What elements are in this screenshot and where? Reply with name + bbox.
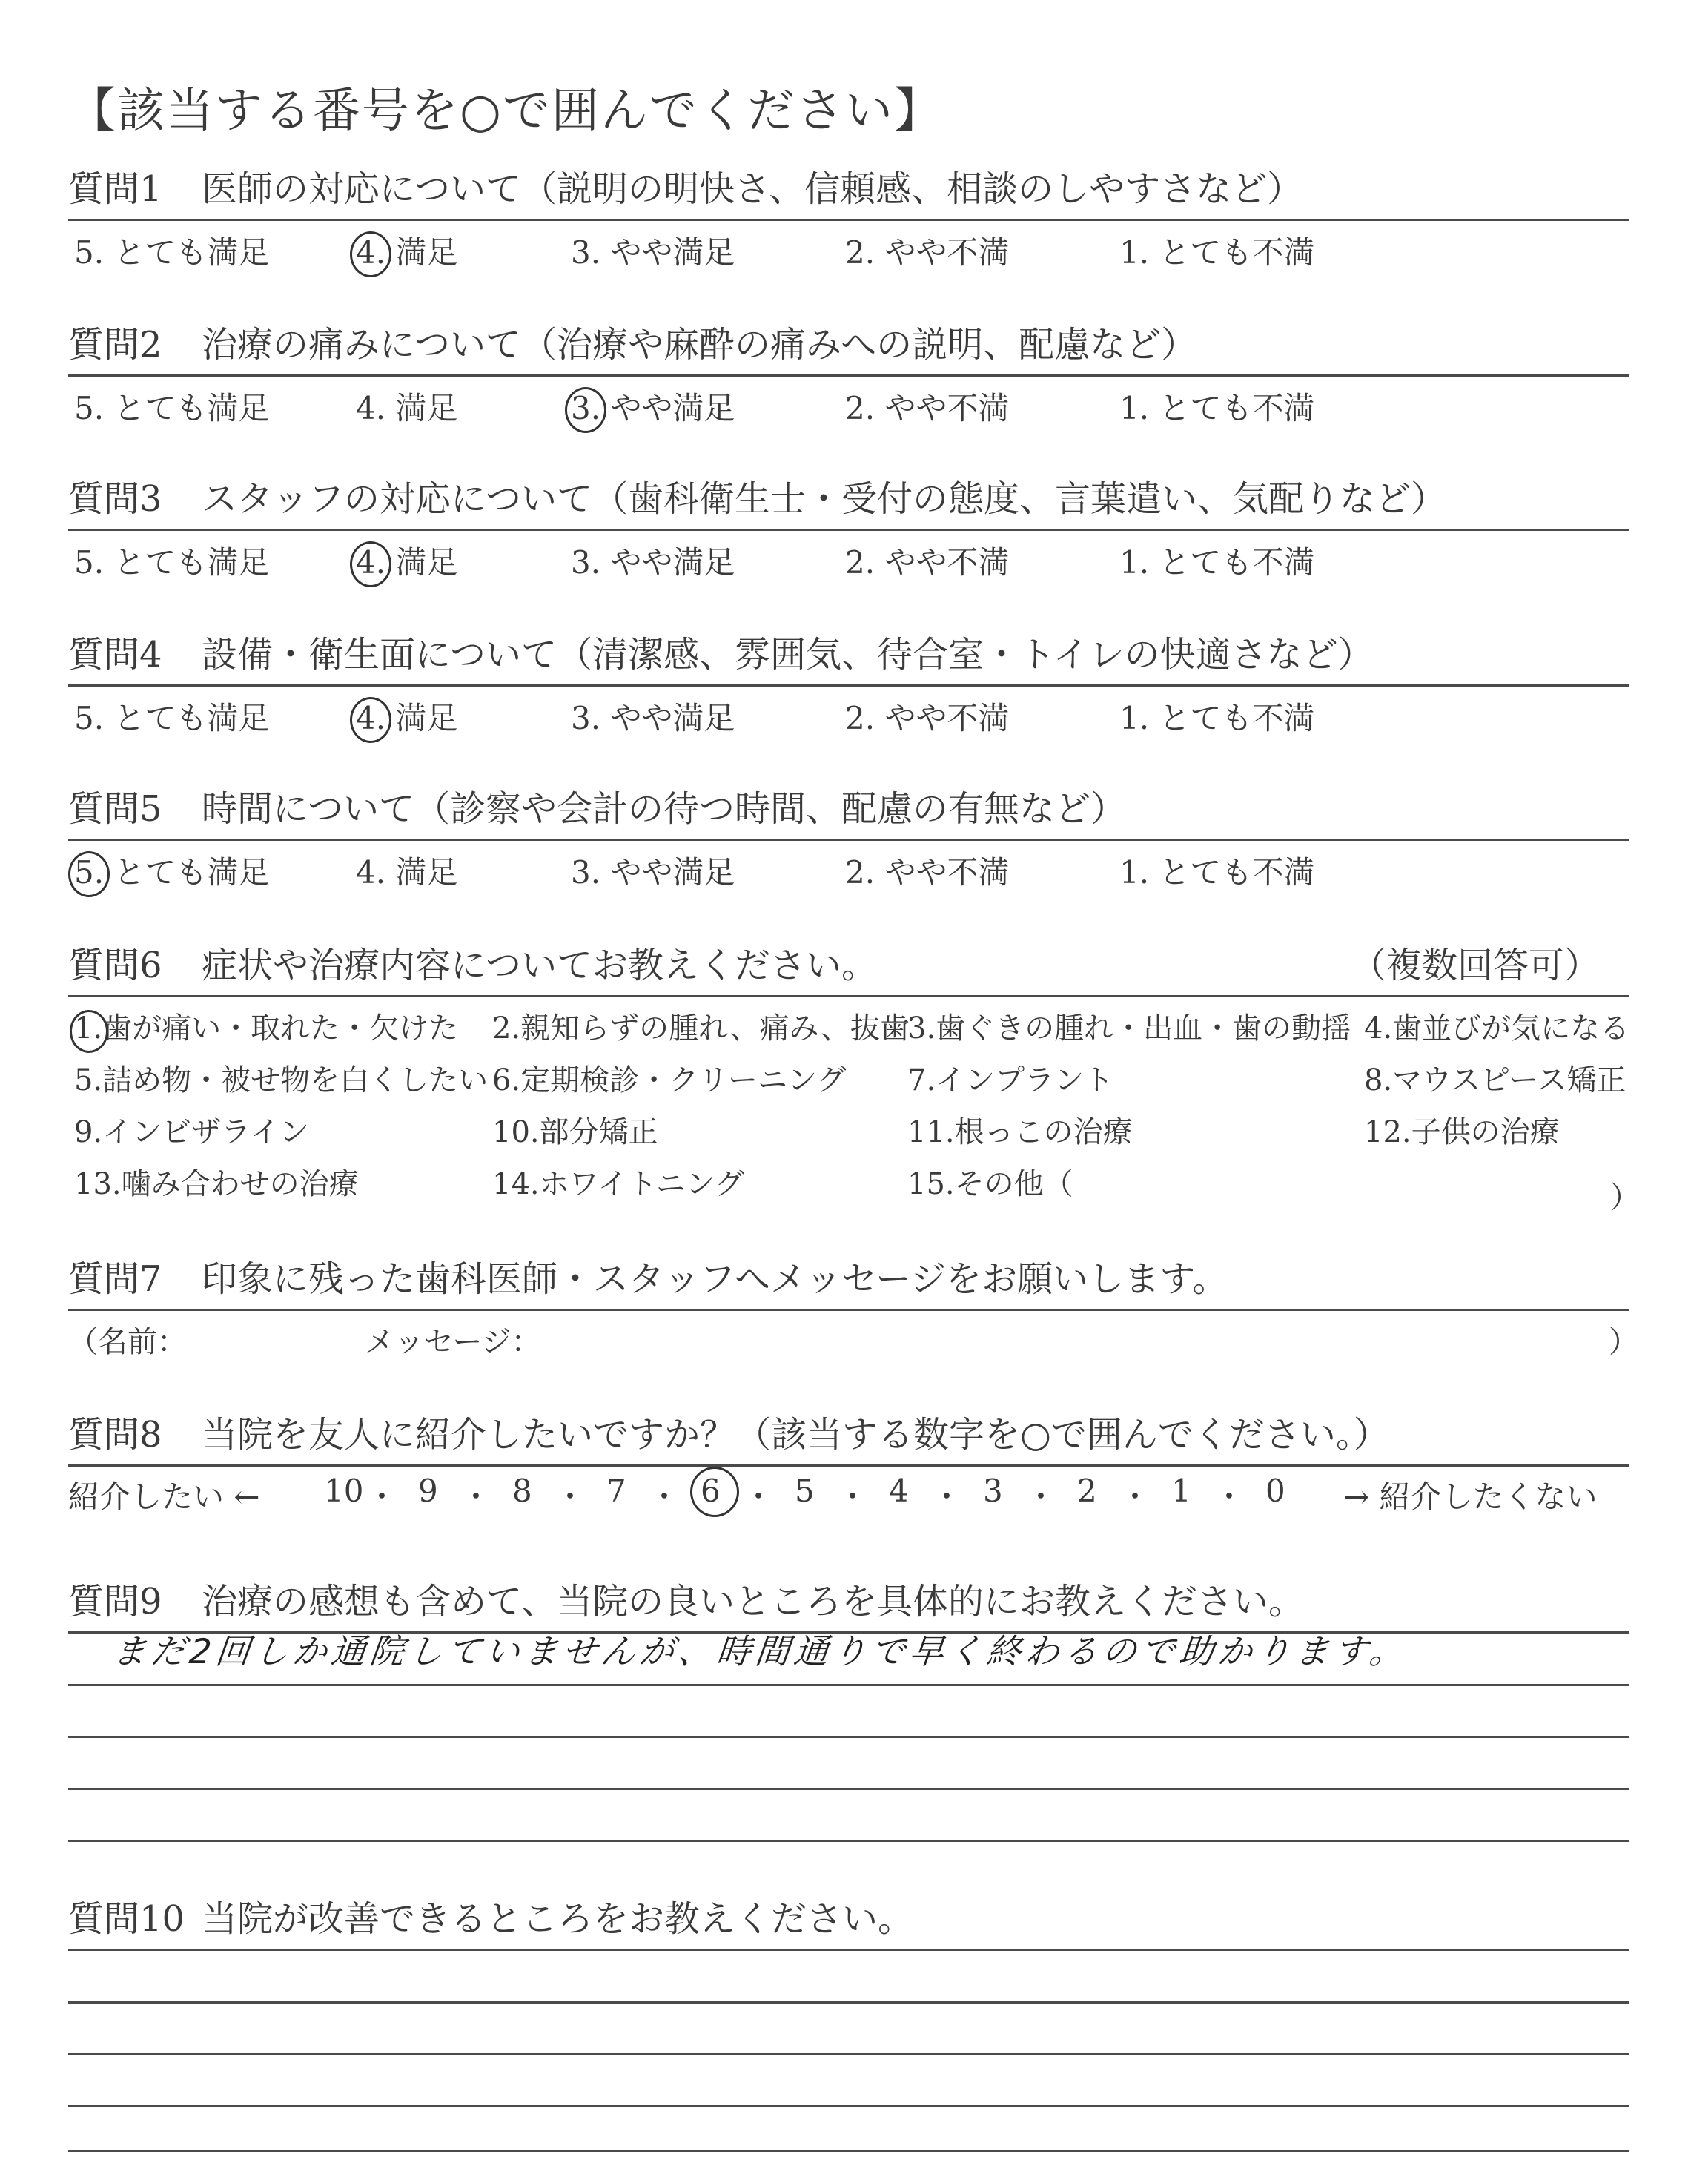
symptom-option[interactable] [492,1160,744,1203]
option-label: とても満足 [104,390,270,426]
symptom-option[interactable] [492,1057,846,1099]
rating-option[interactable] [571,694,735,739]
question-5-header [68,779,1629,841]
rating-options [68,841,1629,893]
rating-option[interactable] [845,694,1009,739]
rating-option[interactable] [571,384,735,429]
option-label: やや不満 [875,700,1010,736]
rating-option[interactable] [1119,694,1314,739]
option-label: やや満足 [600,390,735,426]
question-2-header [68,315,1629,377]
rating-option[interactable] [1119,384,1314,429]
question-number: 質問4 [68,634,162,676]
question-text: 時間について（診察や会計の待つ時間、配慮の有無など） [202,788,1127,830]
option-label: マウスピース矯正 [1392,1063,1626,1097]
option-label: とても不満 [1149,854,1315,891]
option-number: 4. [1364,1011,1393,1046]
option-label: とても満足 [104,544,270,581]
question-8 [68,1405,1629,1522]
answer-rule [68,1736,1629,1738]
option-label: 部分矯正 [539,1115,658,1149]
symptom-options-grid [68,997,1640,1215]
option-label: やや満足 [600,544,735,581]
answer-lines [68,1951,1629,2159]
message-line [68,1311,1638,1363]
option-number: 1. [74,1011,103,1046]
question-4-header [68,625,1629,687]
symptom-option[interactable] [907,1057,1113,1099]
scale-separator: ・ [366,1479,398,1515]
option-label: 満足 [385,700,458,736]
option-label: 詰め物・被せ物を白くしたい [102,1063,489,1097]
symptom-option[interactable] [1364,1057,1626,1099]
rating-options [68,531,1629,583]
option-label: とても満足 [104,854,270,891]
rating-option[interactable] [356,848,457,893]
option-number: 1. [1119,234,1150,271]
symptom-option[interactable] [907,1109,1133,1151]
scale-separator: ・ [1119,1479,1151,1515]
multiple-answer-note: （複数回答可） [1350,945,1600,986]
option-label: とても不満 [1149,234,1315,271]
option-number: 5. [74,544,105,581]
close-paren: ） [1609,1325,1638,1359]
question-2 [68,315,1629,429]
symptom-option[interactable] [74,1109,309,1151]
answer-lines [68,1631,1629,1856]
option-label: 噛み合わせの治療 [121,1167,359,1201]
question-text: 医師の対応について（説明の明快さ、信頼感、相談のしやすさなど） [202,168,1303,210]
option-number: 4. [356,854,386,891]
option-number: 4. [356,234,386,271]
rating-option[interactable] [74,538,269,583]
option-label: やや満足 [600,854,735,891]
option-number: 5. [74,1063,103,1097]
option-label: 子供の治療 [1411,1115,1560,1149]
scale-separator: ・ [743,1479,775,1515]
rating-option[interactable] [1119,538,1314,583]
rating-option[interactable] [356,228,457,273]
option-label: やや不満 [875,854,1010,891]
message-label: メッセージ： [365,1325,541,1359]
option-number: 2. [845,544,875,581]
rating-option[interactable] [845,538,1009,583]
rating-option[interactable] [1119,228,1314,273]
option-number: 1. [1119,700,1150,736]
question-number: 質問7 [68,1258,162,1300]
scale-value[interactable]: 6 [701,1473,721,1509]
option-number: 4. [356,544,386,581]
option-label: その他（ [954,1167,1073,1201]
scale-value[interactable]: 9 [418,1473,438,1509]
option-label: 満足 [385,854,458,891]
option-number: 5. [74,390,105,426]
question-6-header [68,936,1629,997]
symptom-option[interactable] [74,1005,458,1047]
question-6 [68,936,1640,1215]
other-close-paren: ） [1610,1180,1640,1215]
scale-value[interactable]: 2 [1077,1473,1097,1509]
option-number: 10. [492,1115,540,1149]
rating-option[interactable] [356,538,457,583]
symptom-option[interactable] [1364,1109,1560,1151]
scale-separator: ・ [555,1479,586,1515]
option-number: 2. [845,390,875,426]
question-text: 治療の感想も含めて、当院の良いところを具体的にお教えください。 [202,1581,1305,1622]
option-number: 15. [907,1167,955,1201]
question-9 [68,1572,1629,1856]
option-number: 1. [1119,390,1150,426]
scale-value[interactable]: 1 [1171,1473,1191,1509]
rating-option[interactable] [74,848,269,893]
option-number: 3. [571,390,601,426]
option-number: 2. [845,700,875,736]
question-number: 質問8 [68,1414,162,1456]
scale-separator: ・ [1214,1479,1245,1515]
question-4 [68,625,1629,739]
scale-value[interactable]: 10 [324,1473,364,1509]
question-1-header [68,159,1629,221]
scale-right-label: → 紹介したくない [1343,1479,1598,1515]
scale-separator: ・ [1025,1479,1057,1515]
question-7 [68,1249,1638,1363]
option-number: 3. [571,854,601,891]
question-1 [68,159,1629,273]
option-number: 2. [845,234,875,271]
option-label: やや不満 [875,234,1010,271]
option-number: 8. [1364,1063,1393,1097]
option-label: とても不満 [1149,390,1315,426]
option-label: 歯ぐきの腫れ・出血・歯の動揺 [936,1011,1351,1046]
option-label: とても満足 [104,700,270,736]
option-label: やや満足 [600,700,735,736]
option-label: とても満足 [104,234,270,271]
answer-rule [68,1788,1629,1790]
option-label: ホワイトニング [539,1167,745,1201]
rating-option[interactable] [356,384,457,429]
symptom-option[interactable] [74,1160,359,1203]
option-number: 4. [356,390,386,426]
scale-left-label: 紹介したい ← [68,1479,260,1515]
question-text: 治療の痛みについて（治療や麻酔の痛みへの説明、配慮など） [202,324,1197,366]
rating-option[interactable] [74,228,269,273]
question-3 [68,469,1629,583]
option-label: 歯並びが気になる [1392,1011,1630,1046]
option-number: 2. [492,1011,521,1046]
option-number: 9. [74,1115,103,1149]
rating-option[interactable] [845,384,1009,429]
option-label: 親知らずの腫れ、痛み、抜歯 [520,1011,910,1046]
option-number: 12. [1364,1115,1411,1149]
scale-value[interactable]: 5 [795,1473,815,1509]
question-text: 症状や治療内容についてお教えください。 [202,945,878,986]
question-text: スタッフの対応について（歯科衛生士・受付の態度、言葉遣い、気配りなど） [202,478,1447,520]
question-8-header [68,1405,1629,1467]
question-7-header [68,1249,1629,1311]
option-label: とても不満 [1149,544,1315,581]
question-number: 質問1 [68,168,162,210]
option-number: 4. [356,700,386,736]
question-number: 質問3 [68,478,162,520]
scale-separator: ・ [649,1479,681,1515]
question-number: 質問2 [68,324,162,366]
scale-separator: ・ [931,1479,963,1515]
rating-options [68,377,1629,429]
rating-options [68,687,1629,739]
question-number: 質問9 [68,1581,162,1622]
option-number: 5. [74,854,105,891]
answer-rule [68,1840,1629,1842]
symptom-option[interactable] [907,1005,1351,1047]
rating-option[interactable] [356,694,457,739]
question-number: 質問5 [68,788,162,830]
option-label: 根っこの治療 [954,1115,1133,1149]
name-label: （名前： [68,1325,187,1359]
question-text: 設備・衛生面について（清潔感、雰囲気、待合室・トイレの快適さなど） [202,634,1374,676]
option-number: 7. [907,1063,936,1097]
option-number: 3. [907,1011,936,1046]
question-5 [68,779,1629,893]
rating-options [68,221,1629,273]
rating-option[interactable] [571,538,735,583]
option-number: 2. [845,854,875,891]
scale-value[interactable]: 8 [512,1473,532,1509]
option-label: 満足 [385,234,458,271]
symptom-option[interactable] [907,1160,1073,1203]
option-label: やや満足 [600,234,735,271]
scale-value[interactable]: 4 [889,1473,909,1509]
option-label: インビザライン [102,1115,309,1149]
option-number: 1. [1119,854,1150,891]
scale-value[interactable]: 7 [606,1473,626,1509]
symptom-option[interactable] [1364,1005,1629,1047]
option-number: 5. [74,234,105,271]
option-number: 3. [571,700,601,736]
option-number: 1. [1119,544,1150,581]
question-number: 質問10 [68,1898,185,1940]
handwritten-answer: まだ2回しか通院していませんが、時間通りで早く終わるので助かります。 [110,1631,1411,1671]
answer-rule [68,2001,1629,2004]
option-label: 定期検診・クリーニング [520,1063,847,1097]
option-label: やや不満 [875,544,1010,581]
rating-option[interactable] [571,228,735,273]
question-10-header [68,1889,1629,1951]
rating-option[interactable] [845,848,1009,893]
symptom-option[interactable] [74,1057,488,1099]
rating-option[interactable] [571,848,735,893]
rating-option[interactable] [74,694,269,739]
question-10 [68,1889,1629,2159]
option-label: とても不満 [1149,700,1315,736]
symptom-option[interactable] [492,1005,910,1047]
scale-value[interactable]: 0 [1265,1473,1285,1509]
scale-separator: ・ [837,1479,869,1515]
option-number: 3. [571,234,601,271]
rating-option[interactable] [845,228,1009,273]
symptom-option[interactable] [492,1109,658,1151]
option-label: インプラント [936,1063,1114,1097]
recommend-scale [68,1467,1629,1522]
option-label: 満足 [385,390,458,426]
answer-rule [68,2150,1629,2152]
scale-separator: ・ [460,1479,492,1515]
option-number: 3. [571,544,601,581]
question-text: 当院が改善できるところをお教えください。 [202,1898,914,1940]
question-text: 当院を友人に紹介したいですか？（該当する数字を○で囲んでください。） [202,1414,1389,1456]
option-label: 歯が痛い・取れた・欠けた [102,1011,459,1046]
question-number: 質問6 [68,945,162,986]
question-3-header [68,469,1629,531]
rating-option[interactable] [1119,848,1314,893]
option-number: 5. [74,700,105,736]
answer-rule [68,2105,1629,2107]
option-number: 11. [907,1115,955,1149]
question-text: 印象に残った歯科医師・スタッフへメッセージをお願いします。 [202,1258,1228,1300]
option-label: 満足 [385,544,458,581]
answer-rule [68,2053,1629,2055]
option-number: 6. [492,1063,521,1097]
answer-rule [68,1684,1629,1686]
rating-option[interactable] [74,384,269,429]
option-number: 13. [74,1167,122,1201]
page-title: 【該当する番号を○で囲んでください】 [68,84,943,139]
option-label: やや不満 [875,390,1010,426]
scale-value[interactable]: 3 [983,1473,1003,1509]
option-number: 14. [492,1167,540,1201]
